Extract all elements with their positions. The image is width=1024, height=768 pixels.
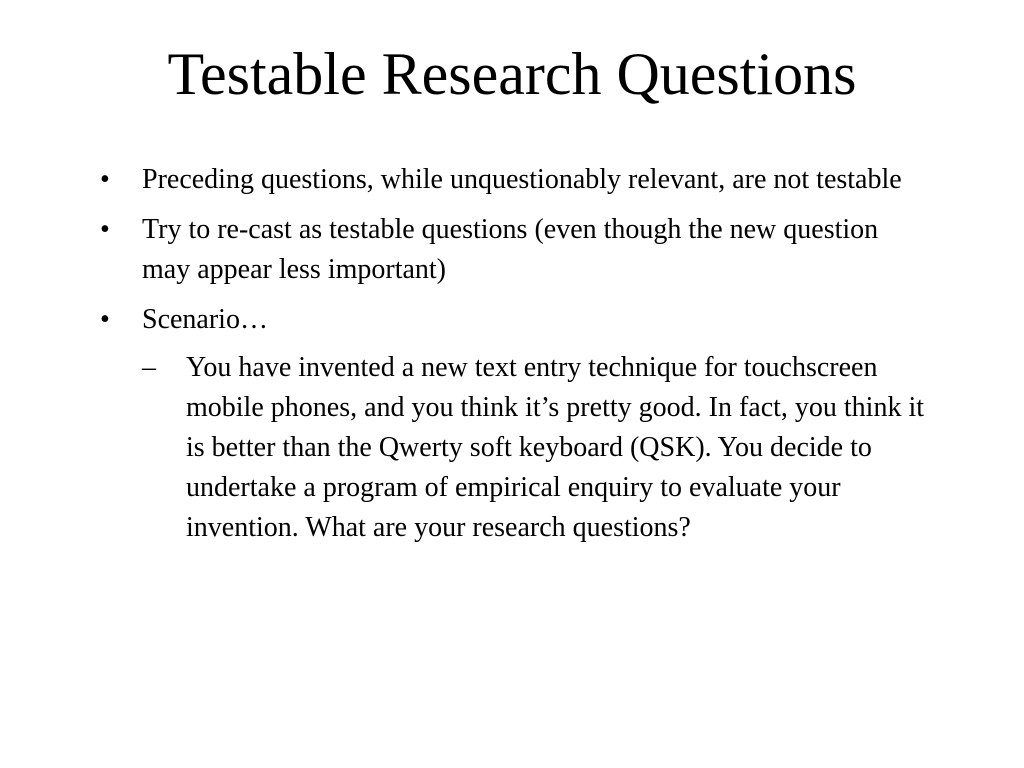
bullet-text: Try to re-cast as testable questions (even though the new question may appear less important) [142, 214, 879, 285]
bullet-item [100, 160, 930, 200]
slide-title: Testable Research Questions [167, 41, 857, 107]
sub-bullet-item [142, 348, 930, 548]
bullet-text: Scenario… [142, 304, 268, 335]
bullet-marker: • [100, 164, 110, 195]
bullet-marker: • [100, 304, 110, 335]
bullet-text: Preceding questions, while unquestionably relevant, are not testable [142, 164, 902, 195]
bullet-item [100, 300, 930, 548]
sub-bullet-marker: – [142, 352, 156, 383]
sub-bullet-text: You have invented a new text entry technique for touchscreen mobile phones, and you think it’s pretty good. In fact, you think it is better than the Qwerty soft keyboard (QSK). You decide to undertake a program of empirical enquiry to evaluate your invention. What are your research questions? [186, 352, 925, 543]
bullet-item [100, 210, 930, 290]
bullet-marker: • [100, 214, 110, 245]
bullet-list [100, 160, 930, 558]
sub-bullet-list [142, 348, 930, 548]
